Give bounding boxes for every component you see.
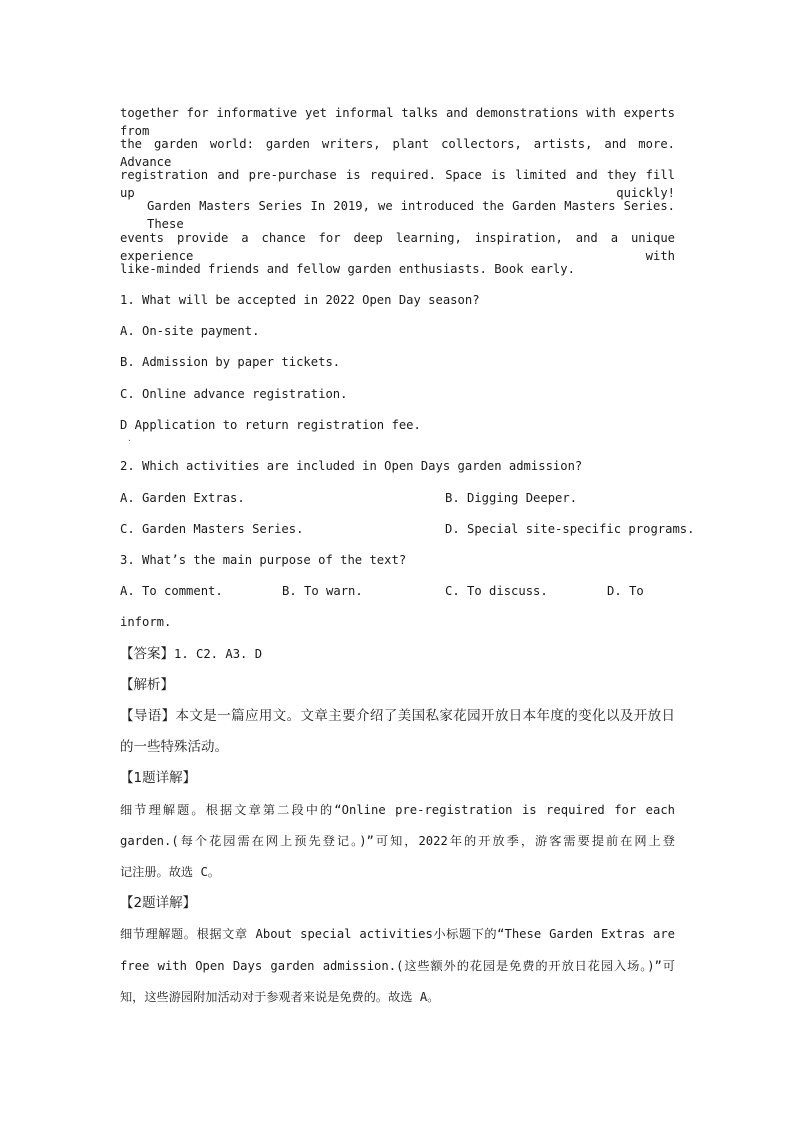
question-1-option-c: C. Online advance registration. xyxy=(120,387,348,401)
question-3-option-a: A. To comment. xyxy=(120,584,223,598)
detail-1-line: 细节理解题。根据文章第二段中的“Online pre-registration is required for each xyxy=(120,803,675,817)
passage-line: together for informative yet informal talks and demonstrations with experts from xyxy=(120,106,675,138)
question-1-option-b: B. Admission by paper tickets. xyxy=(120,355,341,369)
question-3-option-d: D. To xyxy=(607,584,644,598)
passage-line: Garden Masters Series In 2019, we introduced the Garden Masters Series. These xyxy=(147,199,675,231)
detail-2-heading: 【2题详解】 xyxy=(120,895,197,911)
detail-2-line: 细节理解题。根据文章 About special activities小标题下的“These Garden Extras are xyxy=(120,927,675,941)
answer-line xyxy=(120,645,675,663)
question-3-option-c: C. To discuss. xyxy=(445,584,548,598)
detail-1-line: garden.(每个花园需在网上预先登记。)”可知，2022年的开放季，游客需要提前在网上登 xyxy=(120,834,675,848)
question-3-option-d-continued: inform. xyxy=(120,615,172,629)
question-2-option-c: C. Garden Masters Series. xyxy=(120,522,304,536)
detail-1-line: 记注册。故选 C。 xyxy=(120,865,220,879)
question-3-stem: 3. What’s the main purpose of the text? xyxy=(120,553,407,567)
answer-text: 1. C2. A3. D xyxy=(174,647,263,661)
analysis-intro-line: 【导语】本文是一篇应用文。文章主要介绍了美国私家花园开放日本年度的变化以及开放日 xyxy=(120,708,675,724)
question-2-option-a: A. Garden Extras. xyxy=(120,491,245,505)
passage-line: the garden world: garden writers, plant collectors, artists, and more. Advance xyxy=(120,137,675,169)
passage-line: registration and pre-purchase is required. Space is limited and they fill up quickly! xyxy=(120,168,675,200)
passage-line: events provide a chance for deep learning, inspiration, and a unique experience with xyxy=(120,231,675,263)
question-2-option-b: B. Digging Deeper. xyxy=(445,491,578,505)
detail-1-heading: 【1题详解】 xyxy=(120,770,197,786)
question-2-stem: 2. Which activities are included in Open Days garden admission? xyxy=(120,459,583,473)
stray-mark: · xyxy=(127,436,132,445)
detail-2-line: 知，这些游园附加活动对于参观者来说是免费的。故选 A。 xyxy=(120,990,440,1004)
question-3-option-b: B. To warn. xyxy=(282,584,363,598)
detail-2-line: free with Open Days garden admission.(这些额外的花园是免费的开放日花园入场。)”可 xyxy=(120,959,675,973)
question-1-option-d: D Application to return registration fee. xyxy=(120,418,421,432)
answer-label: 【答案】 xyxy=(120,646,174,662)
analysis-label: 【解析】 xyxy=(120,677,174,693)
question-1-option-a: A. On-site payment. xyxy=(120,324,260,338)
question-2-option-d: D. Special site-specific programs. xyxy=(445,522,695,536)
passage-line: like-minded friends and fellow garden enthusiasts. Book early. xyxy=(120,262,575,276)
question-1-stem: 1. What will be accepted in 2022 Open Day season? xyxy=(120,293,480,307)
analysis-intro-line: 的一些特殊活动。 xyxy=(120,739,228,755)
